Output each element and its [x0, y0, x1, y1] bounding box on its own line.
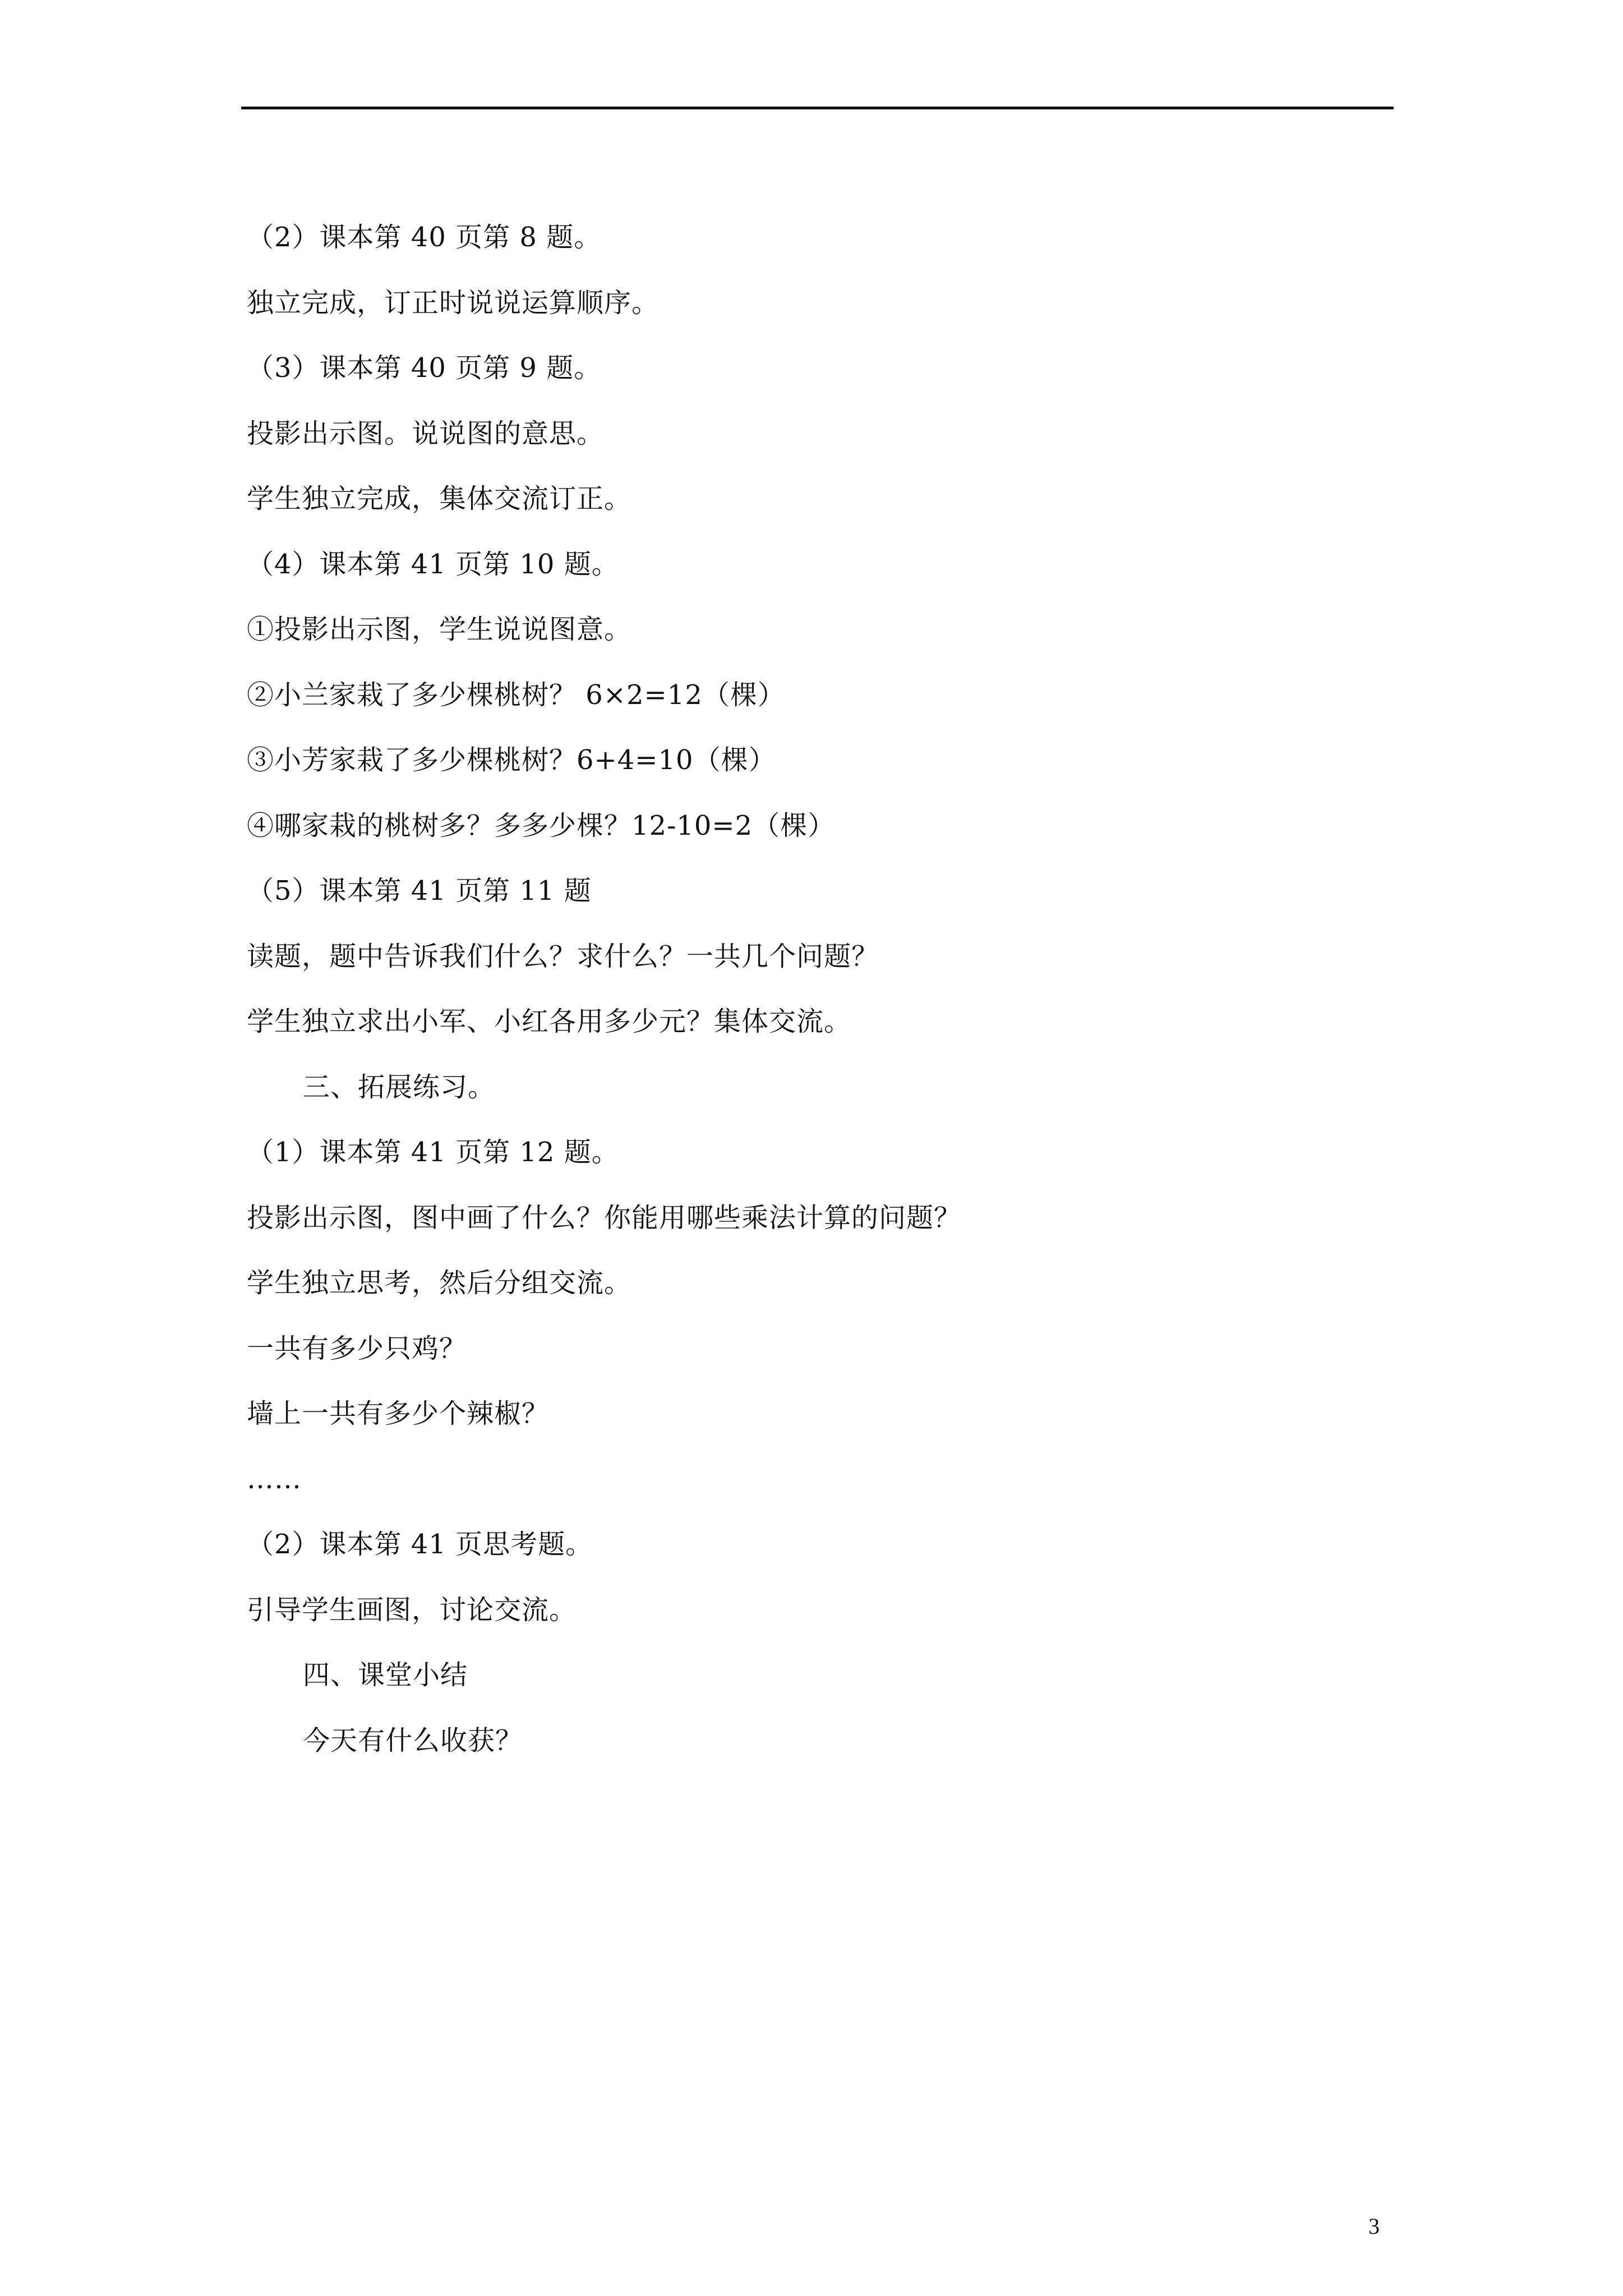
- section-heading: 三、拓展练习。: [303, 1071, 496, 1103]
- text-line: 独立完成，订正时说说运算顺序。: [247, 287, 660, 319]
- section-heading: 今天有什么收获？: [303, 1724, 523, 1756]
- text-line: ①投影出示图，学生说说图意。: [247, 614, 632, 645]
- text-line: 学生独立完成，集体交流订正。: [247, 483, 632, 514]
- text-line: 投影出示图。说说图的意思。: [247, 417, 605, 449]
- text-line: （4）课本第 41 页第 10 题。: [247, 548, 619, 580]
- text-line: （5）课本第 41 页第 11 题: [247, 875, 592, 907]
- text-line: ③小芳家栽了多少棵桃树？6+4=10（棵）: [247, 744, 776, 776]
- text-line: 学生独立求出小军、小红各用多少元？集体交流。: [247, 1006, 852, 1037]
- text-line: （3）课本第 40 页第 9 题。: [247, 352, 602, 384]
- text-line: （2）课本第 40 页第 8 题。: [247, 222, 602, 253]
- text-line: ……: [247, 1463, 302, 1495]
- text-line: （1）课本第 41 页第 12 题。: [247, 1137, 619, 1168]
- page-number: 3: [1368, 2214, 1380, 2239]
- text-line: 读题，题中告诉我们什么？求什么？一共几个问题？: [247, 940, 879, 972]
- text-line: 墙上一共有多少个辣椒？: [247, 1398, 550, 1429]
- header-rule: [241, 107, 1394, 109]
- text-line: ②小兰家栽了多少棵桃树？ 6×2=12（棵）: [247, 679, 785, 711]
- text-line: ④哪家栽的桃树多？多多少棵？12-10=2（棵）: [247, 809, 836, 841]
- text-line: （2）课本第 41 页思考题。: [247, 1529, 593, 1560]
- text-line: 投影出示图，图中画了什么？你能用哪些乘法计算的问题？: [247, 1202, 962, 1234]
- text-line: 一共有多少只鸡？: [247, 1332, 467, 1364]
- body-text: [247, 205, 1391, 1773]
- section-heading: 四、课堂小结: [303, 1659, 468, 1691]
- text-line: 引导学生画图，讨论交流。: [247, 1594, 577, 1626]
- text-line: 学生独立思考，然后分组交流。: [247, 1267, 632, 1299]
